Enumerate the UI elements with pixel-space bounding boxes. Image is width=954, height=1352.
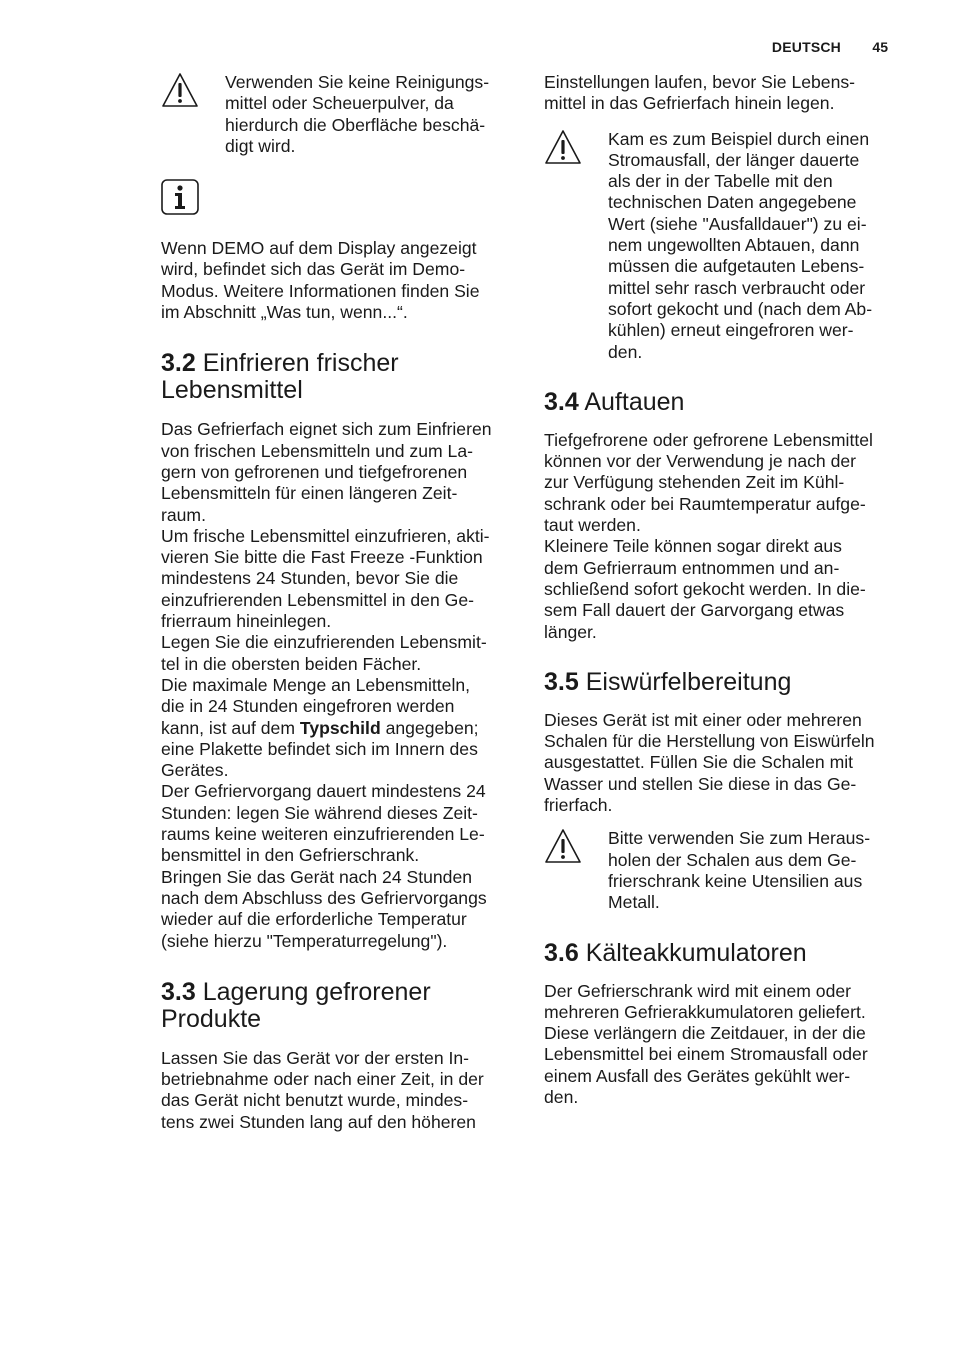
section-heading-3-2 <box>161 350 513 404</box>
right-column <box>544 72 896 1108</box>
info-icon <box>161 179 199 215</box>
section-heading-3-4 <box>544 389 896 416</box>
paragraph: Dieses Gerät ist mit einer oder mehreren Schalen für die Herstellung von Eiswürfeln ausgestattet. Füllen Sie die Schalen mit Wasser und stellen Sie diese in das Ge- frierfach. <box>544 709 875 816</box>
warning-defrost <box>544 129 896 363</box>
section-number: 3.2 <box>161 349 196 378</box>
section-heading-3-6 <box>544 940 896 967</box>
warning-text: Bitte verwenden Sie zum Heraus- holen der Schalen aus dem Ge- frierschrank keine Utensilien aus Metall. <box>608 828 871 913</box>
warning-text: Verwenden Sie keine Reinigungs- mittel oder Scheuerpulver, da hierdurch die Oberfläche beschä- digt wird. <box>225 72 490 156</box>
paragraph: Tiefgefrorene oder gefrorene Lebensmittel können vor der Verwendung je nach der zur Verfügung stehenden Zeit im Kühl- schrank oder bei Raumtemperatur aufge- taut werden. <box>544 429 873 536</box>
paragraph: Der Gefrierschrank wird mit einem oder mehreren Gefrierakkumulatoren geliefert. Diese verlängern die Zeitdauer, in der die Lebensmittel bei einem Stromausfall oder einem Ausfall des Gerätes gekühlt wer- den. <box>544 980 868 1107</box>
warning-icon <box>161 72 199 108</box>
page-number: 45 <box>872 39 888 55</box>
warning-metal-utensils <box>544 828 896 913</box>
text-run: angegeben; eine Plakette befindet sich im Innern des Gerätes. <box>161 717 479 781</box>
header-language: DEUTSCH <box>771 39 841 55</box>
paragraph: Um frische Lebensmittel einzufrieren, akti- vieren Sie bitte die Fast Freeze -Funktion mindestens 24 Stunden, bevor Sie die einzufrierenden Lebensmittel in den Ge- frierraum hineinlegen. <box>161 525 490 632</box>
info-text: Wenn DEMO auf dem Display angezeigt wird, befindet sich das Gerät im Demo- Modus. Weitere Informationen finden Sie im Abschnitt „Was tun, wenn...“. <box>161 238 480 323</box>
section-title: Eiswürfelbereitung <box>585 667 792 696</box>
paragraph: Einstellungen laufen, bevor Sie Lebens- mittel in das Gefrierfach hinein legen. <box>544 72 856 114</box>
section-number: 3.6 <box>544 938 579 967</box>
section-title: Lagerung gefrorener Produkte <box>161 977 431 1033</box>
left-column <box>161 72 513 1133</box>
warning-cleaning <box>161 72 513 157</box>
warning-text: Kam es zum Beispiel durch einen Stromausfall, der länger dauerte als der in der Tabelle mit den technischen Daten angegebene Wert (siehe "Ausfalldauer") zu ei- nem ungewollten Abtauen, dann müssen die aufgetauten Lebens- mittel sehr rasch verbraucht oder sofort gekocht und (nach dem Ab- kühlen) erneut eingefroren wer- den. <box>608 128 873 362</box>
paragraph: Lassen Sie das Gerät vor der ersten In- betriebnahme oder nach einer Zeit, in der das Gerät nicht benutzt wurde, mindes- tens zwei Stunden lang auf den höheren <box>161 1047 484 1132</box>
paragraph: Das Gefrierfach eignet sich zum Einfrieren von frischen Lebensmitteln und zum La- gern von gefrorenen und tiefgefrorenen Lebensmitteln für einen längeren Zeit- raum. <box>161 419 492 525</box>
warning-icon <box>544 828 582 864</box>
paragraph: Legen Sie die einzufrierenden Lebensmit- tel in die obersten beiden Fächer. <box>161 632 487 674</box>
text-run: Die maximale Menge an Lebensmitteln, die in 24 Stunden eingefroren werden kann, ist auf dem <box>161 674 471 738</box>
paragraph: Bringen Sie das Gerät nach 24 Stunden nach dem Abschluss des Gefriervorgangs wieder auf die erforderliche Temperatur (siehe hierzu "Temperaturregelung"). <box>161 866 487 951</box>
section-heading-3-3 <box>161 979 513 1033</box>
paragraph <box>161 675 513 781</box>
section-number: 3.5 <box>544 667 579 696</box>
section-heading-3-5 <box>544 669 896 696</box>
section-number: 3.4 <box>544 387 579 416</box>
bold-term: Typschild <box>299 717 381 738</box>
warning-icon <box>544 129 582 165</box>
paragraph: Der Gefriervorgang dauert mindestens 24 Stunden: legen Sie während dieses Zeit- raums keine weiteren einzufrierenden Le- bensmittel in den Gefrierschrank. <box>161 781 486 866</box>
section-title: Einfrieren frischer Lebensmittel <box>161 349 399 405</box>
paragraph: Kleinere Teile können sogar direkt aus dem Gefrierraum entnommen und an- schließend sofort gekocht werden. In die- sem Fall dauert der Garvorgang etwas länger. <box>544 536 866 642</box>
section-number: 3.3 <box>161 977 196 1006</box>
section-title: Auftauen <box>584 387 685 416</box>
section-title: Kälteakkumulatoren <box>585 938 807 967</box>
